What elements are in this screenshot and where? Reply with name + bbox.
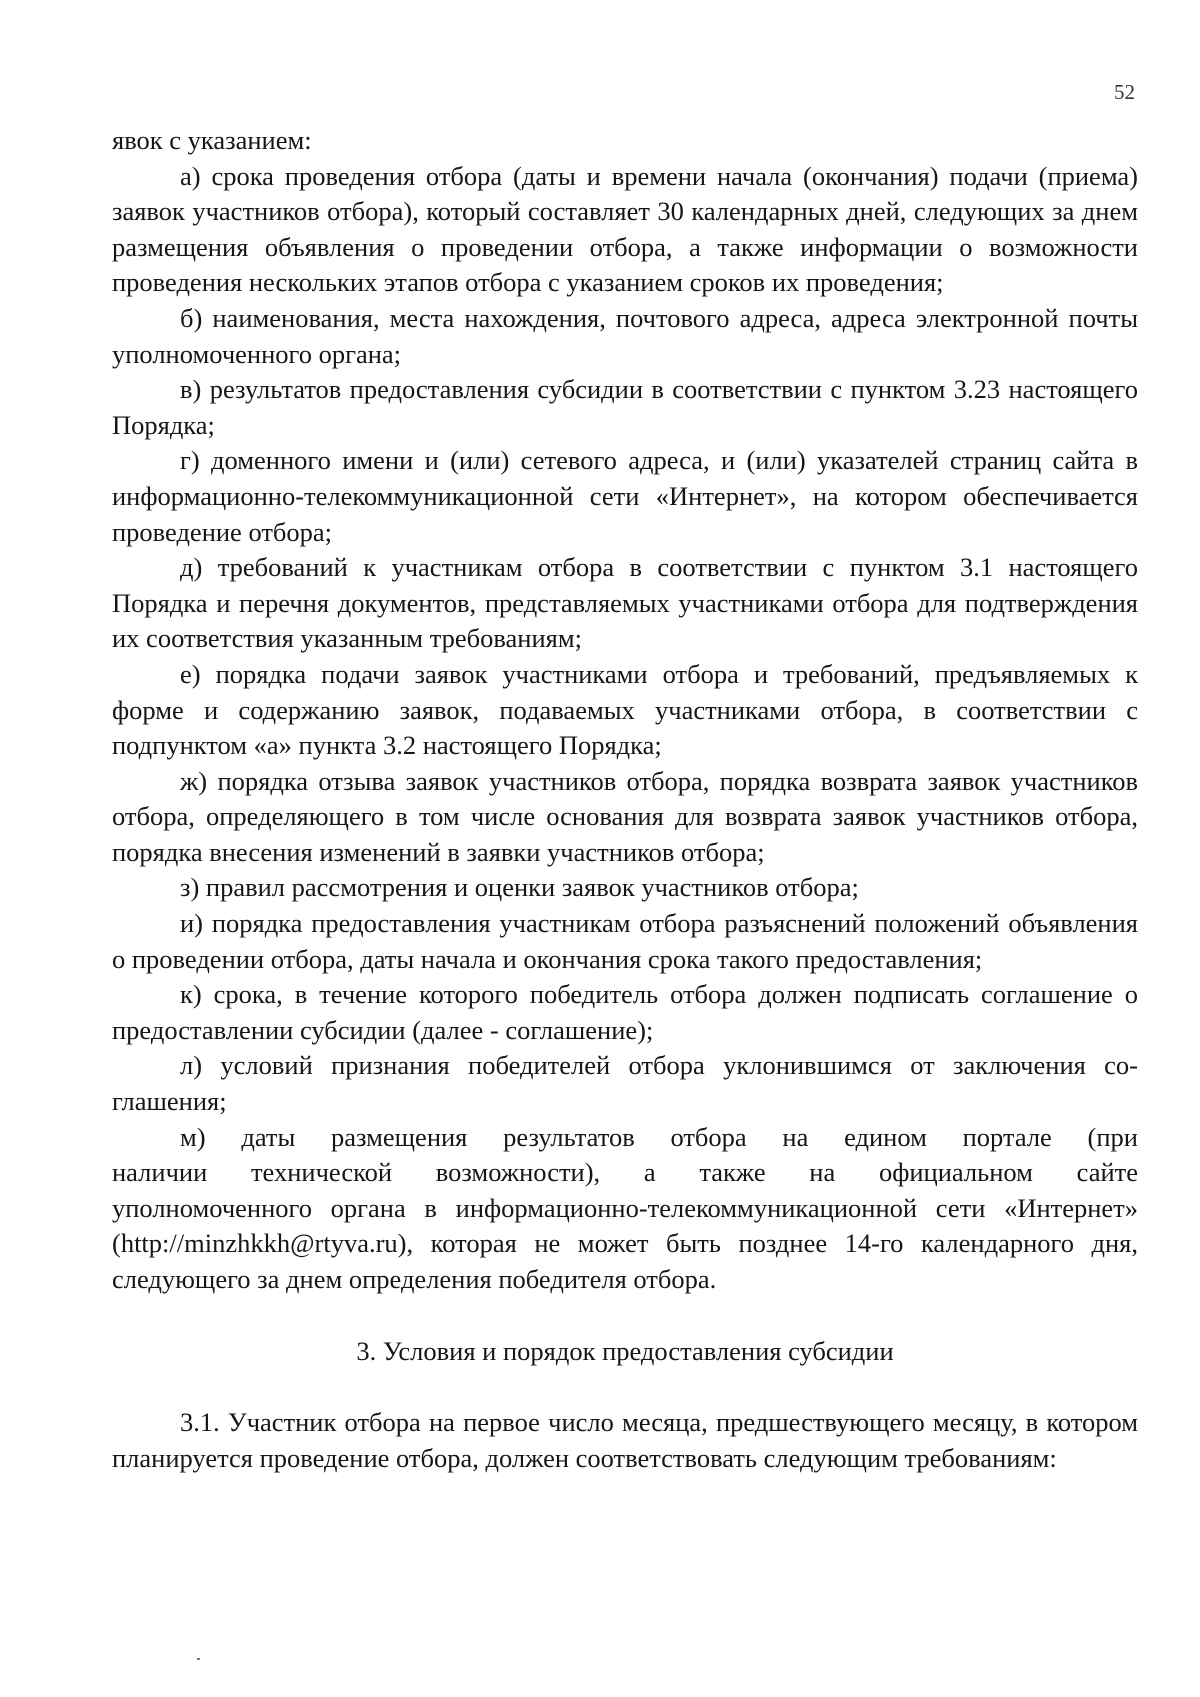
list-item-a: а) срока проведения отбора (даты и времени начала (окончания) подачи (приема) заявок участников отбора), который составляет 30 календарных дней, следующих за днем размещения объявления о проведении отбора, а также информации о возможности проведения нескольких этапов отбора с указанием сроков их проведения;	[112, 160, 1138, 298]
list-item-d: д) требований к участникам отбора в соответствии с пунктом 3.1 настоящего Порядка и перечня документов, представляемых участниками отбора для подтверждения их соответствия указанным требованиям;	[112, 552, 1138, 654]
list-item-m-line-1: м) даты размещения результатов отбора на едином портале (при	[180, 1121, 1138, 1152]
section-heading: 3. Условия и порядок предоставления субсидии	[356, 1335, 894, 1366]
section-paragraph-3-1: 3.1. Участник отбора на первое число месяца, предшествующего месяцу, в котором планируется проведение отбора, должен соответствовать следующим требованиям:	[112, 1407, 1138, 1473]
list-item-e: е) порядка подачи заявок участниками отбора и требований, предъявляемых к форме и содержанию заявок, подаваемых участниками отбора, в соответствии с подпунктом «а» пункта 3.2 настоящего Порядка;	[112, 658, 1138, 761]
list-item-v: в) результатов предоставления субсидии в соответствии с пунктом 3.23 настоящего Порядка;	[112, 374, 1138, 440]
paragraph-intro: явок с указанием:	[112, 125, 312, 155]
list-item-i: и) порядка предоставления участникам отбора разъяснений положений объявления о проведении отбора, даты начала и окончания срока такого предоставления;	[112, 908, 1138, 974]
list-item-k: к) срока, в течение которого победитель отбора должен подписать соглашение о предоставлении субсидии (далее - соглашение);	[112, 979, 1138, 1045]
list-item-z: з) правил рассмотрения и оценки заявок участников отбора;	[180, 872, 859, 903]
list-item-b: б) наименования, места нахождения, почтового адреса, адреса электронной почты уполномоченного органа;	[112, 302, 1138, 369]
scan-speck	[197, 1658, 200, 1660]
list-item-g: г) доменного имени и (или) сетевого адреса, и (или) указателей страниц сайта в информационно-телекоммуникационной сети «Интернет», на котором обеспечивается проведение отбора;	[112, 445, 1138, 547]
document-body	[112, 123, 1138, 1476]
list-item-zh: ж) порядка отзыва заявок участников отбора, порядка возврата заявок участников отбора, определяющего в том числе основания для возврата заявок участников отбора, порядка внесения изменений в заявки участников отбора;	[112, 765, 1138, 867]
page-number: 52	[1114, 80, 1135, 104]
list-item-l: л) условий признания победителей отбора уклонившимся от заключения соглашения;	[112, 1050, 1138, 1117]
list-item-m-rest: уполномоченного органа в информационно-телекоммуникационной сети «Интернет» (http://minzhkkh@rtyva.ru), которая не может быть позднее 14-го календарного дня, следующего за днем определения победителя отбора.	[112, 1192, 1138, 1294]
list-item-m-line-2: наличии технической возможности), а также на официальном сайте	[112, 1157, 1138, 1188]
